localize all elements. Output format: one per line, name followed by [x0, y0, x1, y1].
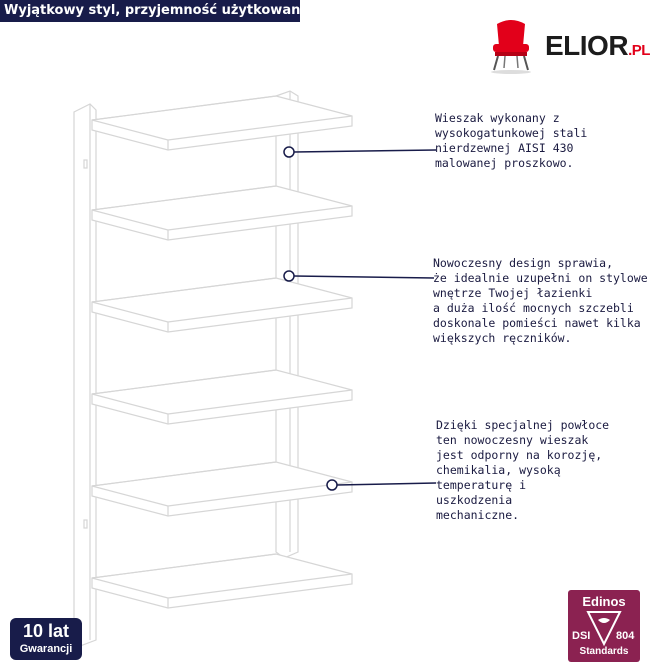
badge-number: 804	[616, 630, 635, 642]
callout-material: Wieszak wykonany z wysokogatunkowej stali nierdzewnej AISI 430 malowanej proszkowo.	[435, 111, 588, 170]
callout-design: Nowoczesny design sprawia, że idealnie uzupełni on stylowe wnętrze Twojej łazienki a duża ilość mocnych szczebli doskonale pomieści nawet kilka większych ręczników.	[433, 256, 648, 345]
guarantee-badge	[10, 618, 82, 660]
promo-banner: Wyjątkowy styl, przyjemność użytkowania!	[0, 0, 300, 22]
badge-standards: Standards	[579, 646, 629, 657]
guarantee-years: 10 lat	[22, 621, 70, 641]
brand-logo[interactable]: ELIOR.PL	[545, 30, 650, 61]
badge-dsi: DSI	[572, 630, 591, 642]
badge-brand: Edinos	[582, 594, 626, 609]
guarantee-label: Gwarancji	[19, 643, 73, 655]
edinos-standards-badge	[568, 590, 640, 662]
callout-coating: Dzięki specjalnej powłoce ten nowoczesny wieszak jest odporny na korozję, chemikalia, wysoką temperaturę i uszkodzenia mechaniczne.	[436, 418, 610, 522]
